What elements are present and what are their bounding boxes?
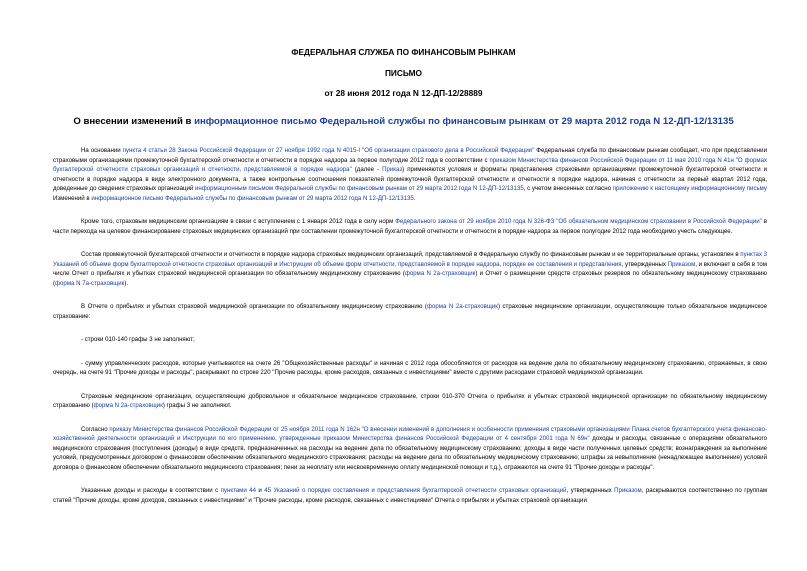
points-44-link[interactable]: пунктами 44 bbox=[220, 487, 256, 494]
agency-title: ФЕДЕРАЛЬНАЯ СЛУЖБА ПО ФИНАНСОВЫМ РЫНКАМ bbox=[291, 47, 516, 57]
paragraph-3 bbox=[53, 250, 767, 288]
text-run: ). bbox=[124, 279, 129, 287]
text-run: , и включает в себя в том числе Отчет о прибылях и убытках страховой медицинской организации по обязательному медицинскому страхованию ( bbox=[53, 260, 768, 277]
text-run: ) страховые медицинские организации, осуществляющие только обязательное медицинское страхование: bbox=[53, 303, 768, 320]
text-run: На основании bbox=[81, 147, 123, 154]
order-short-link[interactable]: Приказом bbox=[614, 487, 642, 494]
text-run: в части перехода на целевое финансирование страховых медицинских организаций при составлении промежуточной бухгалтерской отчетности и отчетности в порядке надзора за первое полугодие 2012 года необходимо учесть следующее. bbox=[53, 218, 767, 235]
text-run: Кроме того, страховым медицинским организациям в связи с вступлением с 1 января 2012 года в силу норм bbox=[81, 218, 396, 225]
text-run: Изменений в bbox=[53, 194, 92, 202]
text-run: . bbox=[413, 194, 416, 202]
paragraph-6 bbox=[53, 359, 767, 378]
form-2a-link[interactable]: форма N 2а-страховщик bbox=[404, 270, 476, 277]
paragraph-4 bbox=[53, 302, 767, 321]
paragraph-1 bbox=[53, 146, 767, 203]
paragraph-8 bbox=[53, 425, 767, 473]
text-run: , раскрываются соответственно по группам статей "Прочие доходы, кроме доходов, связанных с инвестициями" и "Прочие расходы, кроме расходов, связанных с инвестициями" Отчета о прибылях и убытках страховой организации bbox=[53, 487, 768, 504]
text-run: Указанные доходы и расходы в соответствии с bbox=[81, 487, 221, 494]
subject-link[interactable]: информационное письмо Федеральной службы по финансовым рынкам от 29 марта 2012 года N 12-ДП-12/13135 bbox=[194, 116, 734, 127]
form-2a-link[interactable]: форма N 2а-страховщик bbox=[426, 303, 498, 310]
document-type: ПИСЬМО bbox=[384, 68, 423, 78]
ministry-order-link[interactable]: приказу Министерства финансов Российской Федерации от 25 ноября 2011 года N 162н "О внесении изменений в дополнения и особенности применения страховыми организациями Плана счетов бухгалтерского учета финансово-хозяйственной деятельности организаций и Инструкции по его применению, утвержденные приказом Министерства финансов Российской Федерации от 4 сентября 2001 года N 69н" bbox=[53, 425, 767, 442]
text-run: ) графы 3 не заполняют. bbox=[162, 402, 232, 409]
order-short-link[interactable]: Приказ bbox=[382, 166, 403, 173]
text-run: , с учетом внесенных согласно bbox=[523, 185, 613, 192]
instructions-link[interactable]: пунктах 3 Указаний об объеме форм бухгалтерской отчетности страховых организаций bbox=[53, 251, 768, 268]
document-date-number: от 28 июня 2012 года N 12-ДП-12/28889 bbox=[324, 88, 483, 98]
instruction-link[interactable]: Инструкции об объеме форм отчетности, представляемой в порядке надзора, порядке ее составления и представления bbox=[279, 260, 622, 268]
document-body bbox=[53, 146, 767, 519]
appendix-link[interactable]: приложению к настоящему информационному письму bbox=[612, 185, 767, 192]
text-run: и bbox=[272, 260, 280, 268]
paragraph-2 bbox=[53, 217, 767, 236]
form-7a-link[interactable]: форма N 7а-страховщик bbox=[55, 279, 125, 287]
text-run: и bbox=[255, 487, 265, 494]
text-run: В Отчете о прибылях и убытках страховой медицинской организации по обязательному медицинскому страхованию ( bbox=[81, 303, 427, 310]
text-run: (далее - bbox=[351, 166, 383, 173]
text-run: - сумму управленческих расходов, которые учитываются на счете 26 "Общехозяйственные расходы" и начиная с 2012 года обособляются от расходов на ведение дела по обязательному медицинскому страхованию, отражаемых, в свою очередь, на счете 91 "Прочие доходы и расходы", раскрывают по строке 220 "Прочие расходы, кроме расходов, связанных с инвестициями" вместе с другими расходами страховой медицинской организации. bbox=[53, 359, 767, 376]
info-letter-link-2[interactable]: информационное письмо Федеральной службы по финансовым рынкам от 29 марта 2012 года N 12-ДП-12/13135 bbox=[91, 194, 414, 202]
paragraph-5 bbox=[53, 335, 767, 345]
law-link[interactable]: пункта 4 статьи 28 Закона Российской Федерации от 27 ноября 1992 года N 4015-I "Об организации страхового дела в Российской Федерации" bbox=[122, 147, 535, 154]
subject-prefix: О внесении изменений в bbox=[73, 116, 195, 127]
text-run: , утвержденных bbox=[566, 487, 615, 494]
info-letter-link[interactable]: информационным письмом Федеральной службы по финансовым рынкам от 29 марта 2012 года N 12-ДП-12/13135 bbox=[194, 185, 524, 192]
text-run: , утвержденных bbox=[621, 260, 668, 268]
text-run: ) и Отчет о размещении средств страховых резервов по обязательному медицинскому страхованию ( bbox=[53, 270, 767, 287]
text-run: - строки 010-140 графы 3 не заполняют; bbox=[81, 336, 195, 343]
text-run: доходы и расходы, связанные с операциями обязательного медицинского страхования (поступления (доходы) в виде средств, предназначенных на расходы на ведение дела по обязательному медицинскому страхованию; доходы в виде части полученных целевых средств; вознаграждения за выполнение условий, предусмотренных договором о финансовом обеспечении обязательного медицинского страхования; расходы на ведение дела по обязательному медицинскому страхованию; штрафы за невыполнение (ненадлежащее выполнение) условий договора о финансовом обеспечении обязательного медицинского страхования; пени за неоплату или несвоевременную оплату медицинской помощи и т.д.), отражаются на счете 91 "Прочие доходы и расходы". bbox=[53, 435, 767, 471]
federal-law-link[interactable]: Федерального закона от 29 ноября 2010 года N 326-ФЗ "Об обязательном медицинском страховании в Российской Федерации" bbox=[395, 218, 762, 225]
text-run: Согласно bbox=[81, 425, 110, 433]
text-run: Страховые медицинские организации, осуществляющие добровольное и обязательное медицинское страхование, строки 010-370 Отчета о прибылях и убытках страховой медицинской организации по обязательному медицинскому страхованию ( bbox=[53, 392, 767, 409]
text-run: ) применяются условия и форматы представления страховыми организациями промежуточной бухгалтерской отчетности и отчетности в порядке надзора в виде электронного документа, а также контрольные соотношения показателей промежуточной бухгалтерской отчетности и отчетности в порядке надзора, начиная с отчетности за первый квартал 2012 года, доведенные до сведения страховых организаций bbox=[53, 166, 767, 192]
text-run: Состав промежуточной бухгалтерской отчетности и отчетности в порядке надзора страховых медицинских организаций, представляемой в Федеральную службу по финансовым рынкам и ее территориальные органы, установлен в bbox=[81, 251, 741, 258]
text-run: Федеральная служба по финансовым рынкам сообщает, что при представлении страховыми организациями промежуточной бухгалтерской отчетности и отчетности в порядке надзора за первое полугодие 2012 года в соответствии с bbox=[53, 147, 767, 164]
paragraph-7 bbox=[53, 392, 767, 411]
order-link[interactable]: приказом Министерства финансов Российской Федерации от 11 мая 2010 года N 41н "О формах бухгалтерской отчетности страховых организаций и отчетности, представляемой в порядке надзора" bbox=[53, 156, 767, 173]
paragraph-9 bbox=[53, 486, 767, 505]
document-subject bbox=[0, 116, 807, 127]
points-45-link[interactable]: 45 Указаний о порядке составления и представления бухгалтерской отчетности страховых организаций bbox=[264, 487, 567, 494]
form-2a-link[interactable]: форма N 2а-страховщик bbox=[93, 402, 163, 409]
order-short-link[interactable]: Приказом bbox=[667, 260, 696, 268]
